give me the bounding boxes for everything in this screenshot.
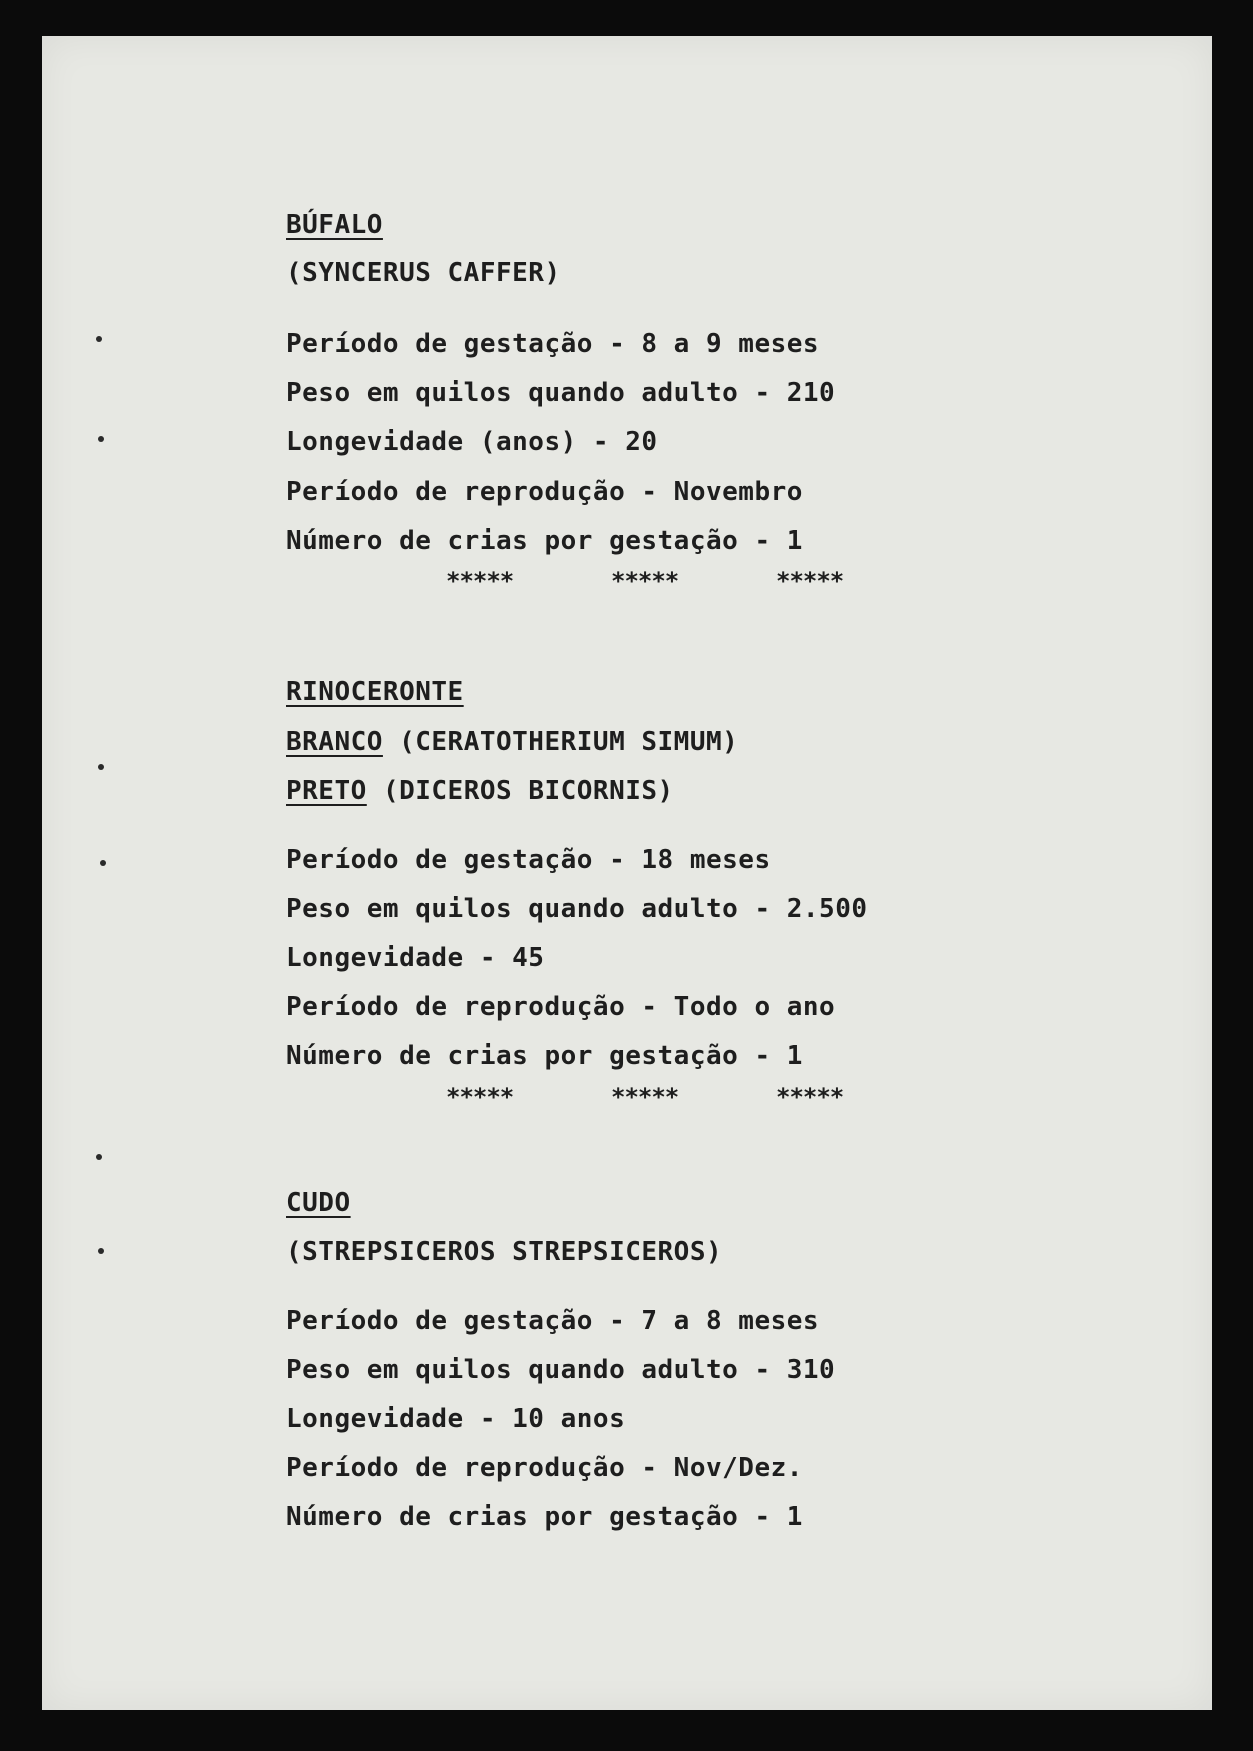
- fact-line: Longevidade (anos) - 20: [286, 427, 658, 457]
- document-page: [42, 36, 1212, 1710]
- variant-line-preto: [286, 774, 674, 808]
- variant-line-branco: [286, 725, 738, 759]
- fact-line: Período de gestação - 18 meses: [286, 845, 771, 875]
- punch-hole-mark: [98, 436, 104, 442]
- fact-line: Peso em quilos quando adulto - 310: [286, 1355, 836, 1385]
- fact-line: Período de reprodução - Todo o ano: [286, 992, 836, 1022]
- section-heading-rinoceronte: RINOCERONTE: [286, 677, 464, 707]
- fact-line: Peso em quilos quando adulto - 210: [286, 378, 836, 408]
- punch-hole-mark: [96, 336, 102, 342]
- fact-line: Número de crias por gestação - 1: [286, 1041, 803, 1071]
- section-heading-bufalo: BÚFALO: [286, 210, 383, 240]
- separator-stars: *****: [776, 567, 844, 595]
- scientific-name-cudo: (STREPSICEROS STREPSICEROS): [286, 1237, 723, 1267]
- fact-line: Período de reprodução - Nov/Dez.: [286, 1453, 803, 1483]
- fact-line: Peso em quilos quando adulto - 2.500: [286, 894, 868, 924]
- separator-stars: *****: [611, 1083, 679, 1111]
- variant-label: BRANCO: [286, 727, 383, 757]
- fact-line: Período de reprodução - Novembro: [286, 477, 803, 507]
- variant-label: PRETO: [286, 776, 367, 806]
- fact-line: Número de crias por gestação - 1: [286, 1502, 803, 1532]
- punch-hole-mark: [98, 764, 104, 770]
- punch-hole-mark: [96, 1154, 102, 1160]
- punch-hole-mark: [98, 1248, 104, 1254]
- variant-scientific-name: (CERATOTHERIUM SIMUM): [399, 727, 739, 757]
- typed-content: [286, 36, 868, 1532]
- scientific-name-bufalo: (SYNCERUS CAFFER): [286, 258, 561, 288]
- fact-line: Número de crias por gestação - 1: [286, 526, 803, 556]
- fact-line: Longevidade - 45: [286, 943, 545, 973]
- fact-line: Período de gestação - 8 a 9 meses: [286, 329, 820, 359]
- separator-stars: *****: [776, 1083, 844, 1111]
- punch-hole-mark: [100, 860, 106, 866]
- separator-stars: *****: [611, 567, 679, 595]
- fact-line: Período de gestação - 7 a 8 meses: [286, 1306, 820, 1336]
- section-heading-cudo: CUDO: [286, 1188, 351, 1218]
- variant-scientific-name: (DICEROS BICORNIS): [382, 776, 674, 806]
- separator-stars: *****: [446, 567, 514, 595]
- separator-stars: *****: [446, 1083, 514, 1111]
- fact-line: Longevidade - 10 anos: [286, 1404, 626, 1434]
